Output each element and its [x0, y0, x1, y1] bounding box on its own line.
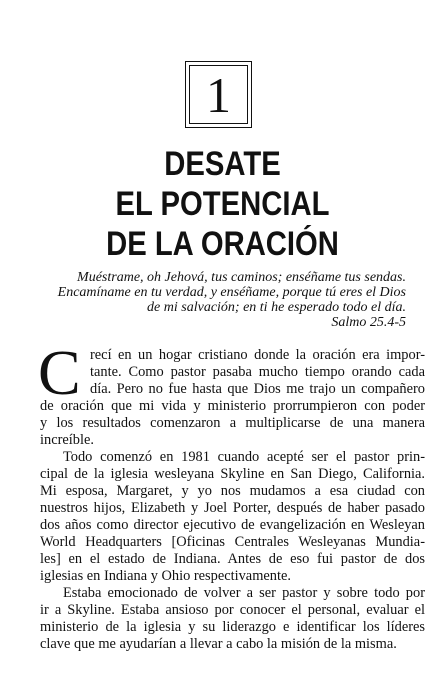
body-line: les] en el estado de Indiana. Antes de eso fui pastor de dos — [40, 551, 425, 567]
chapter-title-line: DESATE — [164, 145, 281, 183]
body-line: de oración que mi vida y ministerio prorrumpieron con poder — [40, 398, 425, 414]
body-line: y los resultados comenzaron a multiplicarse de una manera — [40, 415, 425, 431]
body-line: increíble. — [40, 432, 94, 448]
body-line: nuestros hijos, Elizabeth y Joel Porter, después de haber pasado — [40, 500, 425, 516]
epigraph-citation: Salmo 25.4-5 — [331, 315, 406, 330]
chapter-number-box — [185, 61, 252, 128]
body-line: World Headquarters [Oficinas Centrales Wesleyanas Mundia- — [40, 534, 425, 550]
body-line: Estaba emocionado de volver a ser pastor y sobre todo por — [63, 585, 425, 601]
body-line: día. Pero no fue hasta que Dios me trajo un compañero — [90, 381, 425, 397]
body-line: ir a Skyline. Estaba ansioso por conocer el personal, evaluar el — [40, 602, 425, 618]
chapter-number: 1 — [206, 66, 231, 123]
body-line: Mi esposa, Margaret, y yo nos mudamos a esa ciudad con — [40, 483, 425, 499]
epigraph-line: de mi salvación; en ti he esperado todo el día. — [147, 300, 406, 315]
body-line: iglesias en Indiana y Ohio respectivamente. — [40, 568, 291, 584]
body-line: ministerio de la iglesia y su liderazgo e identificar los líderes — [40, 619, 425, 635]
body-text — [40, 347, 425, 653]
drop-cap: C — [38, 337, 81, 408]
body-line: dos años como director ejecutivo de evangelización en Wesleyan — [40, 517, 425, 533]
epigraph-line: Muéstrame, oh Jehová, tus caminos; enséñame tus sendas. — [77, 270, 406, 285]
chapter-title-line: DE LA ORACIÓN — [106, 225, 339, 263]
body-line: recí en un hogar cristiano donde la oración era impor- — [90, 347, 425, 363]
body-line: Todo comenzó en 1981 cuando acepté ser el pastor prin- — [63, 449, 425, 465]
body-line: cipal de la iglesia wesleyana Skyline en San Diego, California. — [40, 466, 425, 482]
epigraph-line: Encamíname en tu verdad, y enséñame, porque tú eres el Dios — [57, 285, 406, 300]
body-line: tante. Como pastor pasaba mucho tiempo orando cada — [90, 364, 425, 380]
chapter-title-line: EL POTENCIAL — [115, 185, 330, 223]
body-line: clave que me ayudarían a llevar a cabo la misión de la misma. — [40, 636, 397, 652]
